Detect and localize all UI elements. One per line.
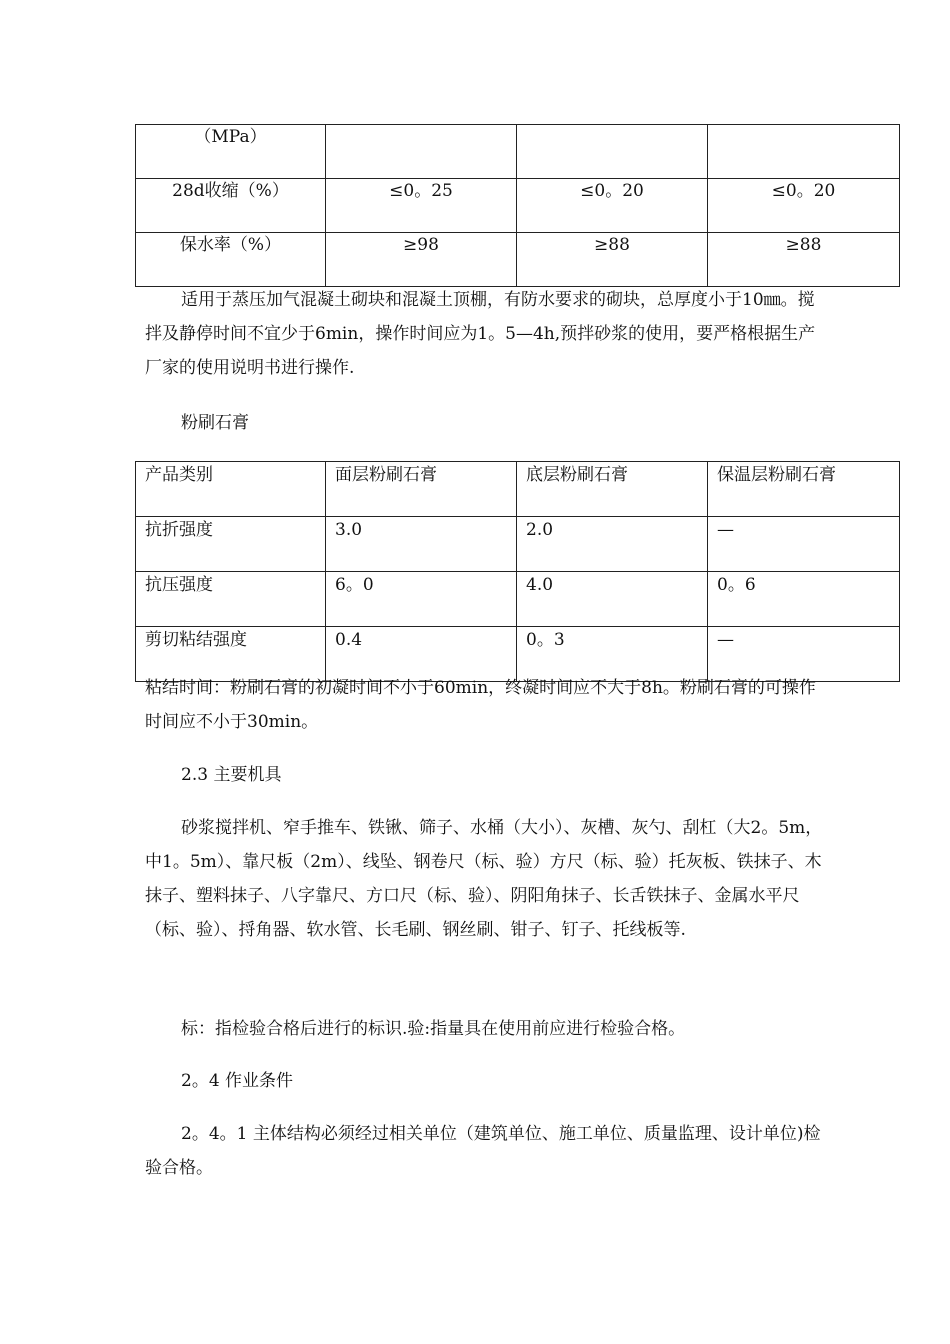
table-header-cell: 保温层粉刷石膏 — [708, 462, 900, 517]
table-cell — [326, 125, 517, 179]
table-row — [136, 233, 900, 287]
table-cell: 剪切粘结强度 — [136, 627, 326, 682]
table-row — [136, 125, 900, 179]
table-cell — [708, 125, 900, 179]
table-cell: — — [708, 517, 900, 572]
table-cell: ≤0。20 — [708, 179, 900, 233]
table-row — [136, 517, 900, 572]
table-cell: 6。0 — [326, 572, 517, 627]
mortar-spec-table — [135, 124, 900, 287]
table-header-cell: 面层粉刷石膏 — [326, 462, 517, 517]
table-cell: 4.0 — [517, 572, 708, 627]
section-heading-conditions: 2。4 作业条件 — [181, 1071, 294, 1091]
tools-list-paragraph: 砂浆搅拌机、窄手推车、铁锹、筛子、水桶（大小）、灰槽、灰勺、刮杠（大2。5m，中1。5m）、靠尺板（2m）、线坠、钢卷尺（标、验）方尺（标、验）托灰板、铁抹子、木抹子、塑料抹子、八字靠尺、方口尺（标、验）、阴阳角抹子、长舌铁抹子、金属水平尺（标、验）、捋角器、软水管、长毛刷、钢丝刷、钳子、钉子、托线板等. — [145, 818, 823, 940]
table-cell: ≤0。20 — [517, 179, 708, 233]
table-cell: 3.0 — [326, 517, 517, 572]
table-cell: ≤0。25 — [326, 179, 517, 233]
bonding-time-paragraph: 粘结时间：粉刷石膏的初凝时间不小于60min，终凝时间应不大于8h。粉刷石膏的可操作时间应不小于30min。 — [145, 678, 816, 732]
table-cell: 0.4 — [326, 627, 517, 682]
section-heading-gypsum: 粉刷石膏 — [181, 413, 249, 433]
table-cell: （MPa） — [136, 125, 326, 179]
table-cell: 2.0 — [517, 517, 708, 572]
table-row — [136, 572, 900, 627]
table-cell: 抗压强度 — [136, 572, 326, 627]
table-cell: — — [708, 627, 900, 682]
note-paragraph: 标：指检验合格后进行的标识.验:指量具在使用前应进行检验合格。 — [181, 1019, 686, 1039]
table-cell: 保水率（%） — [136, 233, 326, 287]
mortar-usage-paragraph: 适用于蒸压加气混凝土砌块和混凝土顶棚，有防水要求的砌块，总厚度小于10㎜。搅拌及静停时间不宜少于6min，操作时间应为1。5—4h,预拌砂浆的使用，要严格根据生产厂家的使用说明书进行操作. — [145, 290, 816, 378]
table-cell — [517, 125, 708, 179]
table-cell: 0。3 — [517, 627, 708, 682]
table-row — [136, 179, 900, 233]
table-header-cell: 底层粉刷石膏 — [517, 462, 708, 517]
table-cell: 0。6 — [708, 572, 900, 627]
table-cell: 抗折强度 — [136, 517, 326, 572]
table-cell: ≥98 — [326, 233, 517, 287]
conditions-paragraph: 2。4。1 主体结构必须经过相关单位（建筑单位、施工单位、质量监理、设计单位)检验合格。 — [145, 1124, 821, 1178]
table-header-row — [136, 462, 900, 517]
section-heading-tools: 2.3 主要机具 — [181, 765, 282, 785]
table-cell: 28d收缩（%） — [136, 179, 326, 233]
table-cell: ≥88 — [517, 233, 708, 287]
table-header-cell: 产品类别 — [136, 462, 326, 517]
table-cell: ≥88 — [708, 233, 900, 287]
gypsum-spec-table — [135, 461, 900, 682]
